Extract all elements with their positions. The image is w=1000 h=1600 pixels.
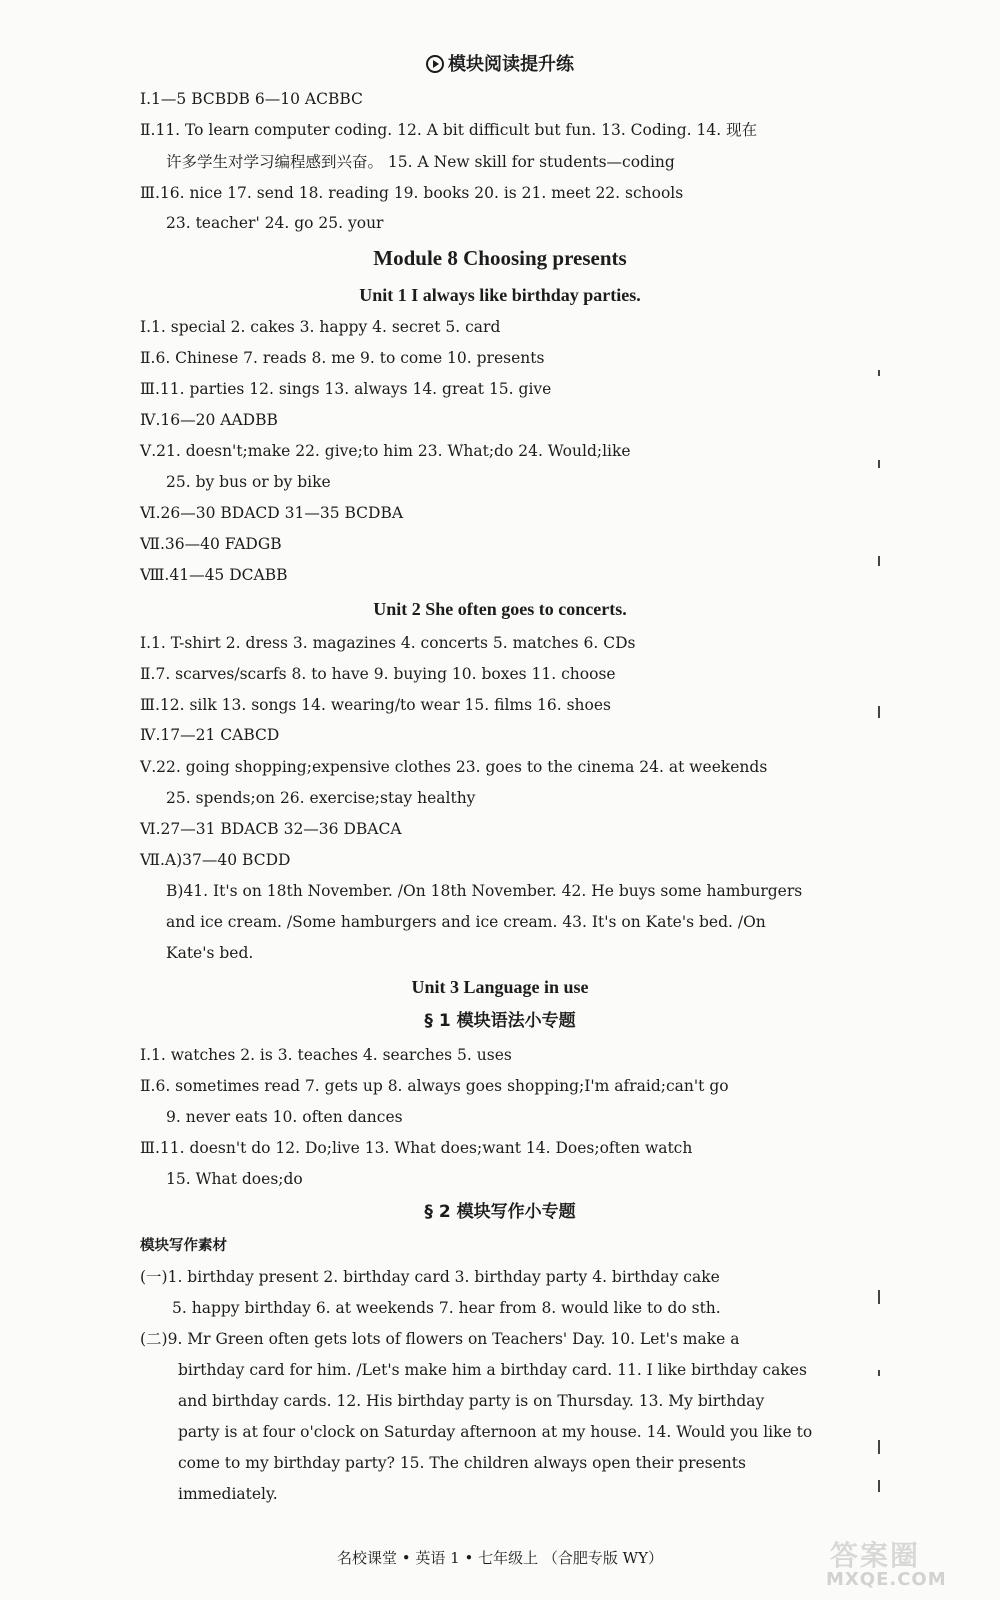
unit3-sub2-line: party is at four o'clock on Saturday afternoon at my house. 14. Would you like to [178, 1423, 813, 1441]
unit3-sub1-line: Ⅰ.1. watches 2. is 3. teaches 4. searches 5. uses [140, 1046, 512, 1064]
unit3-sub2-line: (二)9. Mr Green often gets lots of flowers on Teachers' Day. 10. Let's make a [140, 1330, 740, 1348]
watermark-url: MXQE.COM [826, 1569, 947, 1590]
reading-line-5: 23. teacher' 24. go 25. your [166, 214, 384, 232]
section-title-text: 模块阅读提升练 [448, 54, 574, 75]
unit3-sub2-line: and birthday cards. 12. His birthday party is on Thursday. 13. My birthday [178, 1392, 765, 1410]
margin-mark [878, 370, 880, 376]
unit1-line: Ⅵ.26—30 BDACD 31—35 BCDBA [140, 504, 404, 522]
unit3-sub2-line: 5. happy birthday 6. at weekends 7. hear from 8. would like to do sth. [172, 1299, 721, 1317]
unit2-line: Ⅴ.22. going shopping;expensive clothes 23. goes to the cinema 24. at weekends [140, 758, 768, 776]
arrow-circle-icon [426, 55, 444, 73]
unit3-sub2-line: (一)1. birthday present 2. birthday card 3. birthday party 4. birthday cake [140, 1268, 720, 1286]
unit1-line: Ⅶ.36—40 FADGB [140, 535, 282, 553]
writing-material-label: 模块写作素材 [140, 1238, 227, 1254]
unit2-line: Ⅱ.7. scarves/scarfs 8. to have 9. buying 10. boxes 11. choose [140, 665, 616, 683]
unit3-sub1-line: Ⅲ.11. doesn't do 12. Do;live 13. What does;want 14. Does;often watch [140, 1139, 693, 1157]
unit1-line: Ⅱ.6. Chinese 7. reads 8. me 9. to come 10. presents [140, 349, 545, 367]
reading-line-1: Ⅰ.1—5 BCBDB 6—10 ACBBC [140, 90, 363, 108]
watermark-logo: 答案圈 [830, 1539, 921, 1572]
unit1-title: Unit 1 I always like birthday parties. [359, 285, 641, 305]
unit3-sub2-line: immediately. [178, 1485, 278, 1503]
unit2-line: and ice cream. /Some hamburgers and ice cream. 43. It's on Kate's bed. /On [166, 913, 766, 931]
margin-mark [878, 1370, 880, 1376]
unit3-title: Unit 3 Language in use [411, 977, 589, 997]
unit3-sub2-line: come to my birthday party? 15. The children always open their presents [178, 1454, 746, 1472]
reading-line-2: Ⅱ.11. To learn computer coding. 12. A bit difficult but fun. 13. Coding. 14. 现在 [140, 121, 758, 139]
unit1-line: Ⅳ.16—20 AADBB [140, 411, 278, 429]
margin-mark [878, 1290, 880, 1304]
unit2-title: Unit 2 She often goes to concerts. [373, 599, 627, 619]
watermark [826, 1534, 976, 1590]
unit1-line: 25. by bus or by bike [166, 473, 331, 491]
unit2-line: Ⅳ.17—21 CABCD [140, 726, 280, 744]
unit3-sub1-title: § 1 模块语法小专题 [424, 1011, 576, 1031]
unit3-sub2-title: § 2 模块写作小专题 [424, 1202, 576, 1222]
unit1-line: Ⅴ.21. doesn't;make 22. give;to him 23. What;do 24. Would;like [140, 442, 631, 460]
reading-line-4: Ⅲ.16. nice 17. send 18. reading 19. books 20. is 21. meet 22. schools [140, 184, 684, 202]
unit2-line: Ⅵ.27—31 BDACB 32—36 DBACA [140, 820, 402, 838]
margin-mark [878, 1480, 880, 1492]
margin-mark [878, 1440, 880, 1454]
unit2-line: Ⅲ.12. silk 13. songs 14. wearing/to wear 15. films 16. shoes [140, 696, 611, 714]
unit3-sub2-line: birthday card for him. /Let's make him a birthday card. 11. I like birthday cakes [178, 1361, 807, 1379]
unit3-sub1-line: 9. never eats 10. often dances [166, 1108, 403, 1126]
unit2-line: B)41. It's on 18th November. /On 18th November. 42. He buys some hamburgers [166, 882, 803, 900]
section-title [0, 50, 1000, 80]
unit1-line: Ⅰ.1. special 2. cakes 3. happy 4. secret 5. card [140, 318, 501, 336]
margin-mark [878, 556, 880, 566]
unit2-line: Kate's bed. [166, 944, 254, 962]
module-title: Module 8 Choosing presents [373, 246, 627, 270]
margin-mark [878, 460, 880, 468]
unit1-line: Ⅲ.11. parties 12. sings 13. always 14. great 15. give [140, 380, 552, 398]
page-footer: 名校课堂 • 英语 1 • 七年级上 （合肥专版 WY） [337, 1549, 663, 1567]
unit2-line: 25. spends;on 26. exercise;stay healthy [166, 789, 476, 807]
margin-mark [878, 706, 880, 718]
unit3-sub1-line: Ⅱ.6. sometimes read 7. gets up 8. always goes shopping;I'm afraid;can't go [140, 1077, 729, 1095]
unit1-line: Ⅷ.41—45 DCABB [140, 566, 288, 584]
reading-line-3: 许多学生对学习编程感到兴奋。 15. A New skill for students—coding [166, 153, 675, 171]
unit2-line: Ⅰ.1. T-shirt 2. dress 3. magazines 4. concerts 5. matches 6. CDs [140, 634, 636, 652]
unit3-sub1-line: 15. What does;do [166, 1170, 303, 1188]
unit2-line: Ⅶ.A)37—40 BCDD [140, 851, 291, 869]
